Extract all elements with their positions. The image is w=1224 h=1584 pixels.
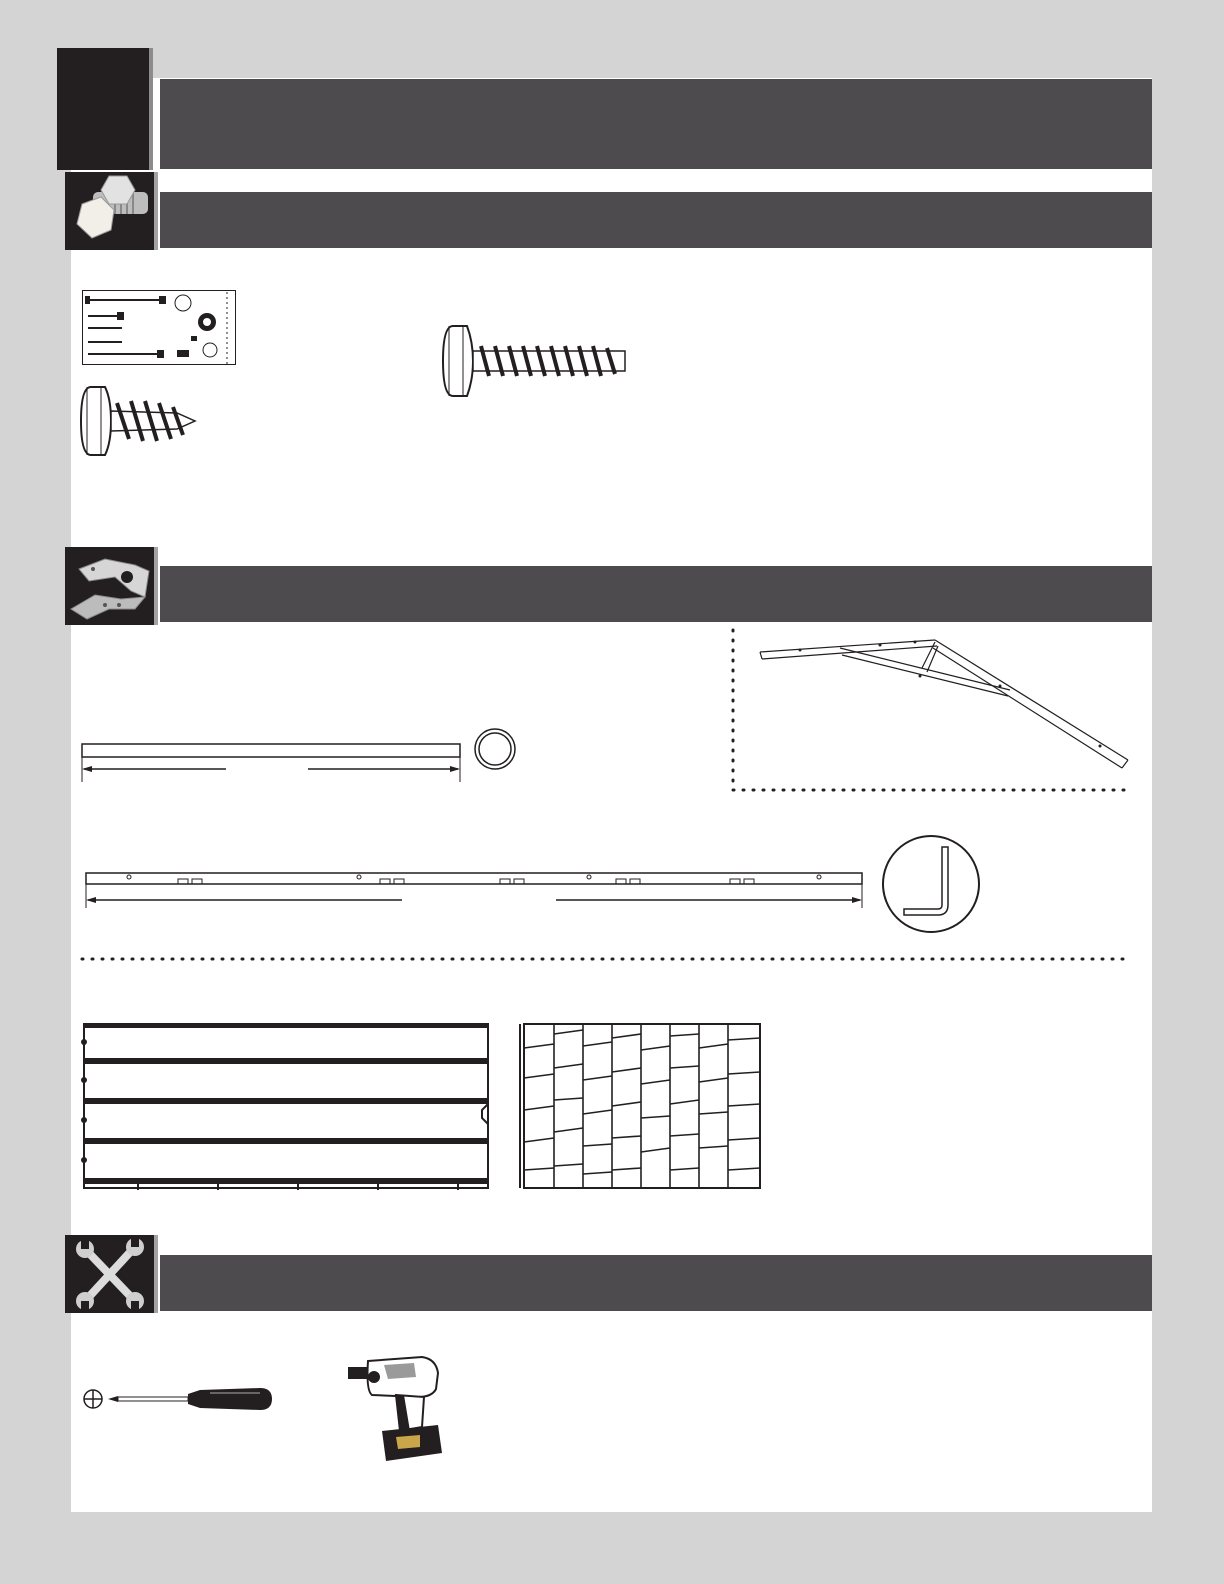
stone-pattern-panel	[518, 1020, 766, 1192]
screw-short	[79, 383, 199, 459]
bracket-icon	[65, 547, 154, 625]
hardware-title-bar	[160, 192, 1152, 248]
hardware-section-icon-box	[65, 172, 154, 250]
roof-truss-frame	[730, 628, 1135, 796]
slat-panel	[78, 1020, 494, 1192]
tools-section-icon-box	[65, 1235, 154, 1313]
step-title-bar	[160, 79, 1152, 169]
channel-rail	[84, 868, 869, 912]
screw-long	[443, 326, 625, 396]
icon-edge	[154, 172, 158, 250]
tube-part	[80, 742, 465, 786]
hardware-bag-card	[82, 290, 237, 366]
tube-profile	[472, 726, 518, 772]
icon-edge	[154, 1235, 158, 1313]
dotted-divider	[80, 955, 1135, 963]
phillips-screwdriver	[82, 1382, 274, 1416]
parts-title-bar	[160, 566, 1152, 622]
wrench-icon	[65, 1235, 154, 1313]
tools-title-bar	[160, 1255, 1152, 1311]
channel-profile	[880, 833, 982, 935]
step-number-box	[57, 48, 153, 170]
icon-edge	[154, 547, 158, 625]
parts-section-icon-box	[65, 547, 154, 625]
nut-bolt-icon	[65, 172, 154, 250]
cordless-drill	[344, 1355, 442, 1465]
